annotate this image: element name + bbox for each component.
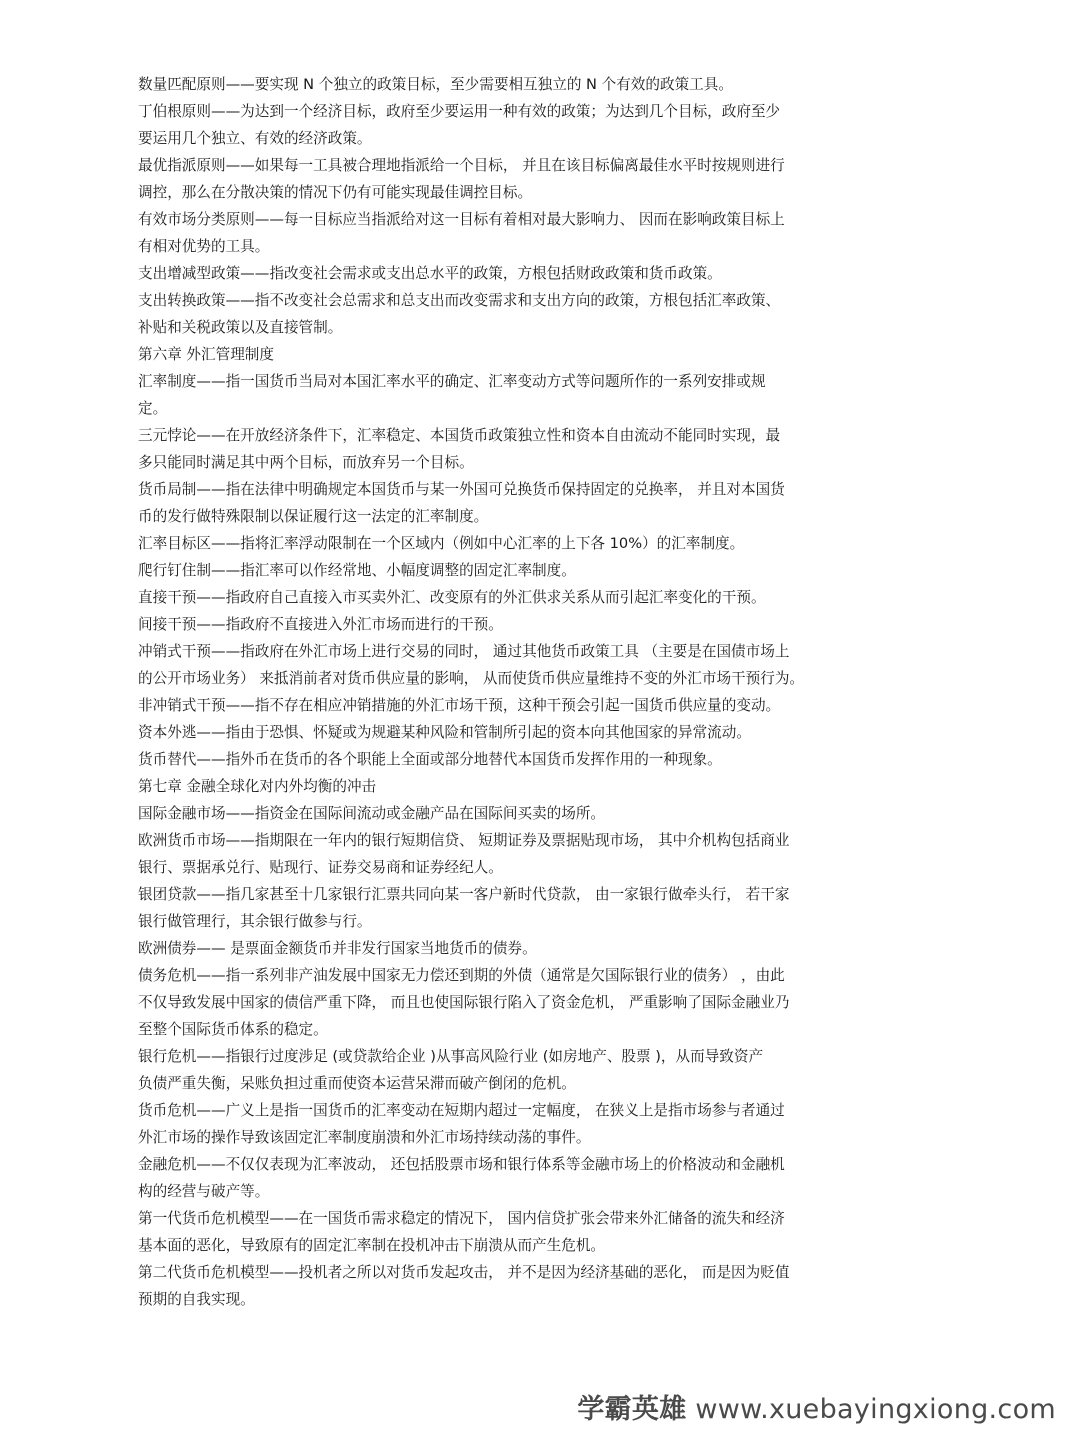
text-line: 资本外逃——指由于恐惧、怀疑或为规避某种风险和管制所引起的资本向其他国家的异常流动。 <box>138 724 751 741</box>
text-line: 货币局制——指在法律中明确规定本国货币与某一外国可兑换货币保持固定的兑换率， 并且对本国货 <box>138 481 785 498</box>
text-line: 银团贷款——指几家甚至十几家银行汇票共同向某一客户新时代贷款， 由一家银行做牵头行， 若干家 <box>138 886 790 903</box>
text-line: 丁伯根原则——为达到一个经济目标，政府至少要运用一种有效的政策；为达到几个目标，政府至少 <box>138 103 781 120</box>
watermark <box>577 1393 1056 1427</box>
text-line: 汇率制度——指一国货币当局对本国汇率水平的确定、汇率变动方式等问题所作的一系列安排或规 <box>138 373 766 390</box>
text-line: 负债严重失衡，呆账负担过重而使资本运营呆滞而破产倒闭的危机。 <box>138 1075 576 1092</box>
text-line: 多只能同时满足其中两个目标，而放弃另一个目标。 <box>138 454 474 471</box>
text-line: 欧洲债券—— 是票面金额货币并非发行国家当地货币的债券。 <box>138 940 537 957</box>
text-line: 第六章 外汇管理制度 <box>138 346 274 363</box>
text-line: 基本面的恶化，导致原有的固定汇率制在投机冲击下崩溃从而产生危机。 <box>138 1237 606 1254</box>
text-line: 银行危机——指银行过度涉足 (或贷款给企业 )从事高风险行业 (如房地产、股票 )，从而导致资产 <box>138 1048 764 1065</box>
text-line: 银行、票据承兑行、贴现行、证券交易商和证券经纪人。 <box>138 859 503 876</box>
text-line: 欧洲货币市场——指期限在一年内的银行短期信贷、 短期证券及票据贴现市场， 其中介机构包括商业 <box>138 832 790 849</box>
text-line: 补贴和关税政策以及直接管制。 <box>138 319 343 336</box>
text-line: 货币替代——指外币在货币的各个职能上全面或部分地替代本国货币发挥作用的一种现象。 <box>138 751 722 768</box>
watermark-brand: 学霸英雄 <box>577 1394 687 1425</box>
text-line: 爬行钉住制——指汇率可以作经常地、小幅度调整的固定汇率制度。 <box>138 562 576 579</box>
text-line: 汇率目标区——指将汇率浮动限制在一个区域内（例如中心汇率的上下各 10%）的汇率制度。 <box>138 535 745 552</box>
text-line: 支出转换政策——指不改变社会总需求和总支出而改变需求和支出方向的政策，方根包括汇率政策、 <box>138 292 781 309</box>
text-line: 第七章 金融全球化对内外均衡的冲击 <box>138 778 377 795</box>
text-line: 的公开市场业务） 来抵消前者对货币供应量的影响， 从而使货币供应量维持不变的外汇市场干预行为。 <box>138 670 805 687</box>
text-line: 第一代货币危机模型——在一国货币需求稳定的情况下， 国内信贷扩张会带来外汇储备的流失和经济 <box>138 1210 785 1227</box>
text-line: 三元悖论——在开放经济条件下，汇率稳定、本国货币政策独立性和资本自由流动不能同时实现，最 <box>138 427 781 444</box>
text-line: 要运用几个独立、有效的经济政策。 <box>138 130 372 147</box>
text-line: 银行做管理行，其余银行做参与行。 <box>138 913 372 930</box>
watermark-url: www.xuebayingxiong.com <box>695 1394 1056 1425</box>
text-line: 定。 <box>138 400 168 417</box>
text-line: 最优指派原则——如果每一工具被合理地指派给一个目标， 并且在该目标偏离最佳水平时按规则进行 <box>138 157 785 174</box>
text-line: 预期的自我实现。 <box>138 1291 255 1308</box>
text-line: 债务危机——指一系列非产油发展中国家无力偿还到期的外债（通常是欠国际银行业的债务） ，由此 <box>138 967 785 984</box>
text-line: 币的发行做特殊限制以保证履行这一法定的汇率制度。 <box>138 508 489 525</box>
text-line: 至整个国际货币体系的稳定。 <box>138 1021 328 1038</box>
text-line: 外汇市场的操作导致该固定汇率制度崩溃和外汇市场持续动荡的事件。 <box>138 1129 591 1146</box>
text-line: 非冲销式干预——指不存在相应冲销措施的外汇市场干预，这种干预会引起一国货币供应量的变动。 <box>138 697 781 714</box>
text-line: 有效市场分类原则——每一目标应当指派给对这一目标有着相对最大影响力、 因而在影响政策目标上 <box>138 211 785 228</box>
text-line: 构的经营与破产等。 <box>138 1183 270 1200</box>
text-line: 金融危机——不仅仅表现为汇率波动， 还包括股票市场和银行体系等金融市场上的价格波动和金融机 <box>138 1156 785 1173</box>
text-line: 有相对优势的工具。 <box>138 238 270 255</box>
text-line: 支出增减型政策——指改变社会需求或支出总水平的政策，方根包括财政政策和货币政策。 <box>138 265 722 282</box>
text-line: 货币危机——广义上是指一国货币的汇率变动在短期内超过一定幅度， 在狭义上是指市场参与者通过 <box>138 1102 785 1119</box>
text-line: 不仅导致发展中国家的债信严重下降， 而且也使国际银行陷入了资金危机， 严重影响了国际金融业乃 <box>138 994 790 1011</box>
text-line: 调控，那么在分散决策的情况下仍有可能实现最佳调控目标。 <box>138 184 533 201</box>
text-line: 第二代货币危机模型——投机者之所以对货币发起攻击， 并不是因为经济基础的恶化， 而是因为贬值 <box>138 1264 790 1281</box>
text-line: 直接干预——指政府自己直接入市买卖外汇、改变原有的外汇供求关系从而引起汇率变化的干预。 <box>138 589 766 606</box>
text-line: 国际金融市场——指资金在国际间流动或金融产品在国际间买卖的场所。 <box>138 805 606 822</box>
text-line: 冲销式干预——指政府在外汇市场上进行交易的同时， 通过其他货币政策工具 （主要是在国债市场上 <box>138 643 790 660</box>
text-line: 间接干预——指政府不直接进入外汇市场而进行的干预。 <box>138 616 503 633</box>
text-line: 数量匹配原则——要实现 N 个独立的政策目标，至少需要相互独立的 N 个有效的政策工具。 <box>138 76 733 93</box>
